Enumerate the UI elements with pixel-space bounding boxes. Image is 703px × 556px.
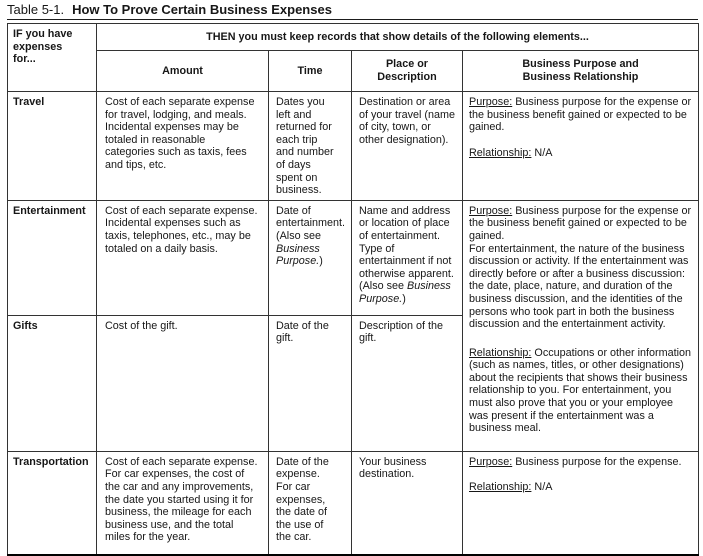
relationship-lead-in: Relationship: [469,346,532,359]
header-if-bold: IF [13,28,23,40]
place-reference-italic: Business Purpose. [359,280,451,305]
place-text-close: ) [402,292,406,305]
entertainment-gifts-purpose-cell [463,200,699,451]
header-if-line2: expenses [13,40,63,53]
time-text: Date of entertainment. (Also see [276,204,346,242]
column-header-amount: Amount [97,51,269,92]
table-row-entertainment [8,200,699,315]
travel-place-cell: Destination or area of your travel (name of city, town, or other designation). [352,92,463,201]
header-if-rest: you have [22,28,73,40]
column-header-place [352,51,463,92]
gifts-label-cell: Gifts [8,315,97,451]
table-number: Table 5-1. [7,2,65,17]
travel-label-cell: Travel [8,92,97,201]
entertainment-amount-cell: Cost of each separate expense. Incidental expenses such as taxis, telephones, etc., may be totaled on a daily basis. [97,200,269,315]
time-reference-italic: Business Purpose. [276,242,320,268]
entertainment-place-cell [352,200,463,315]
relationship-lead-in: Relationship: [469,146,532,159]
transportation-label-cell: Transportation [8,451,97,555]
gifts-time-cell: Date of the gift. [269,315,352,451]
purpose-lead-in: Purpose: [469,204,513,217]
travel-relationship-paragraph [469,147,692,160]
column-header-place-line2: Description [377,71,437,83]
transportation-relationship-paragraph [469,481,692,494]
header-if-line3: for... [13,53,36,66]
column-header-place-line1: Place or [385,58,428,71]
header-if-expenses-cell [8,24,97,92]
table-title-text: How To Prove Certain Business Expenses [72,2,332,17]
entertainment-time-cell [269,200,352,315]
entertainment-relationship-paragraph [469,347,692,435]
table-row-transportation [8,451,699,555]
travel-time-cell: Dates you left and returned for each trip and number of days spent on business. [269,92,352,201]
business-expense-proof-table [7,23,699,556]
header-then-cell [97,24,699,51]
travel-purpose-paragraph [469,96,692,134]
travel-amount-cell: Cost of each separate expense for travel, lodging, and meals. Incidental expenses may be totaled in reasonable categories such as taxis, fees and tips, etc. [97,92,269,201]
place-text: Name and address or location of place of entertainment. Type of entertainment if not otherwise apparent. (Also see [359,204,454,293]
header-row-top [8,24,699,51]
column-header-purpose-line2: Business Relationship [522,71,639,83]
relationship-text: N/A [531,146,553,159]
time-text-close: ) [319,255,323,268]
column-header-time: Time [269,51,352,92]
purpose-lead-in: Purpose: [469,455,513,468]
header-row-columns [8,51,699,92]
table-row-travel [8,92,699,201]
purpose-text: Business purpose for the expense or the business benefit gained or expected to be gained. [469,204,692,242]
entertainment-label-cell: Entertainment [8,200,97,315]
travel-purpose-cell [463,92,699,201]
transportation-place-cell: Your business destination. [352,451,463,555]
relationship-text: N/A [531,481,553,494]
header-then-rest: you must keep records that show details of the following elements... [235,30,589,43]
purpose-text: Business purpose for the expense or the business benefit gained or expected to be gained. [469,96,692,134]
table-title [7,3,698,17]
column-header-purpose-line1: Business Purpose and [522,58,639,71]
transportation-amount-cell: Cost of each separate expense. For car expenses, the cost of the car and any improvements, the date you started using it for business, the mileage for each business use, and the total miles for the year. [97,451,269,555]
purpose-lead-in: Purpose: [469,96,513,108]
title-rule [7,19,698,20]
header-then-bold: THEN [206,30,236,43]
entertainment-purpose-paragraph-2: For entertainment, the nature of the business discussion or activity. If the entertainment was directly before or after a business discussion: the date, place, nature, and duration of the business discussion, and the identities of the persons who took part in both the business discussion and the entertainment activity. [469,242,689,331]
entertainment-purpose-paragraph [469,205,692,243]
gifts-place-cell: Description of the gift. [352,315,463,451]
transportation-purpose-cell [463,451,699,555]
purpose-text: Business purpose for the expense. [512,455,682,468]
relationship-lead-in: Relationship: [469,481,532,494]
relationship-text: Occupations or other information (such as names, titles, or other designations) about the recipients that shows their business relationship to you. For entertainment, you must also prove that you or your employee was present if the entertainment was a business meal. [469,346,692,435]
gifts-amount-cell: Cost of the gift. [97,315,269,451]
column-header-purpose [463,51,699,92]
transportation-time-cell: Date of the expense. For car expenses, the date of the use of the car. [269,451,352,555]
transportation-purpose-paragraph [469,456,692,469]
